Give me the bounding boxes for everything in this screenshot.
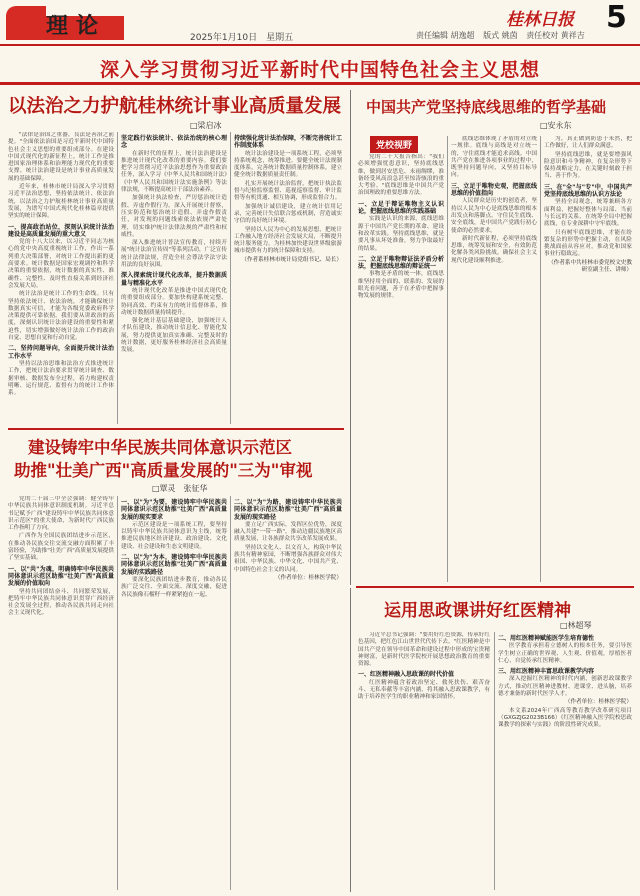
paragraph: 示范区建设是一项系统工程，要坚持以铸牢中华民族共同体意识为主线，统筹推进民族地区经济建设、政治建设、文化建设、社会建设和生态文明建设。 bbox=[121, 521, 227, 550]
subheading: 三、在"全"与"专"中，中国共产党坚持底线思维的认识方法论 bbox=[544, 183, 632, 199]
subheading: 一、提高政治站位，深刻认识统计法治建设是高质量发展的重大意义 bbox=[8, 223, 114, 238]
column-divider bbox=[540, 136, 541, 582]
article4-title: 运用思政课讲好红医精神 bbox=[384, 601, 571, 621]
paragraph: 深入推进统计普法宣传教育，持续开展"统计法治宣传周"等系列活动，广泛宣传统计法律法规，营造全社会尊法学法守法用法的良好氛围。 bbox=[121, 240, 227, 269]
paragraph: 深入挖掘红医精神的时代内涵，创新思政课教学方式，推动红医精神进教材、进课堂、进头脑，培养德才兼备的新时代医学人才。 bbox=[498, 676, 632, 698]
editor-credit: 责任编辑 胡逸超 bbox=[416, 31, 475, 40]
author-note: （作者单位：桂林医学院） bbox=[564, 699, 632, 706]
banner bbox=[0, 50, 640, 84]
column-divider bbox=[117, 496, 118, 890]
article1-col3 bbox=[234, 132, 342, 424]
layout-credit: 版式 姚茵 bbox=[483, 31, 518, 40]
article1-col1 bbox=[8, 132, 114, 424]
article2-title: 中国共产党坚持底线思维的哲学基础 bbox=[366, 98, 607, 116]
article1-title: 以法治之力护航桂林统计事业高质量发展 bbox=[8, 96, 342, 117]
article4-byline: □林超琴 bbox=[560, 621, 592, 630]
paragraph: 党的二十届三中全会强调：健全铸牢中华民族共同体意识制度机制。习近平总书记赋予广西"建设铸牢中华民族共同体意识示范区"的重大使命，为新时代广西民族工作指明了方向。 bbox=[8, 496, 114, 532]
paragraph: 坚持以法治思维和法治方式推进统计工作，把统计法治要求贯穿统计调查、数据审核、数据发布全过程，着力构建权责明晰、运行规范、监督有力的统计工作体系。 bbox=[8, 360, 114, 397]
paragraph: 近年来，桂林市统计局深入学习贯彻习近平法治思想，坚持依法统计、依法治统，以法治之力护航桂林统计事业高质量发展，为谱写中国式现代化桂林篇章提供坚实的统计保障。 bbox=[8, 184, 114, 220]
column-divider bbox=[230, 496, 231, 890]
paragraph: 广西作为全国民族团结进步示范区，在推动各民族交往交流交融方面积累了丰富经验，为助推"壮美广西"高质量发展提供了坚实基础。 bbox=[8, 533, 114, 562]
paragraph: 新时代新征程，必须坚持底线思维，统筹发展和安全，有效防范化解各类风险挑战，确保社会主义现代化建设顺利推进。 bbox=[451, 235, 537, 264]
subheading: 二、以"为"为本，建设铸牢中华民族共同体意识示范区助推"壮美广西"高质量发展的实践路径 bbox=[121, 554, 227, 576]
subheading: 二、立足于唯物辩证法矛盾分析法，把握底线思维的辩证统一 bbox=[358, 255, 444, 271]
subheading: 深入探索统计现代化改革，提升数据质量与精准化水平 bbox=[121, 272, 227, 287]
paragraph: 要深化民族团结进步教育，推动各民族广泛交往、全面交流、深度交融，促进各民族像石榴籽一样紧紧抱在一起。 bbox=[121, 576, 227, 598]
masthead bbox=[0, 0, 640, 46]
article3-title-line1: 建设铸牢中华民族共同体意识示范区 bbox=[28, 438, 292, 457]
paragraph: 人民群众是历史的创造者，坚持以人民为中心是底线思维的根本出发点和落脚点。守住民生底线、安全底线，是中国共产党践行初心使命的必然要求。 bbox=[451, 198, 537, 234]
paragraph: 党的二十大报告指出："我们必须增强忧患意识，坚持底线思维，做到居安思危、未雨绸缪，准备经受风高浪急甚至惊涛骇浪的重大考验。"底线思维是中国共产党治国理政的重要思维方法。 bbox=[358, 154, 444, 197]
paragraph: 在新时代的征程上，统计法治建设是推进统计现代化改革的重要内容。我们要把学习贯彻习近平法治思想作为重要政治任务，深入学习《中华人民共和国统计法》《中华人民共和国统计法实施条例》等法律法规，不断提高统计干部法治素养。 bbox=[121, 150, 227, 194]
subheading: 一、红医精神融入思政课的时代价值 bbox=[358, 671, 455, 679]
banner-text: 深入学习贯彻习近平新时代中国特色社会主义思想 bbox=[99, 59, 540, 81]
subheading: 坚定践行依法统计、依法治统的核心理念 bbox=[121, 135, 227, 150]
paragraph: 实践是认识的来源，底线思维源于中国共产党长期的革命、建设和改革实践。坚持底线思维，就是要凡事从坏处准备，努力争取最好的结果。 bbox=[358, 216, 444, 252]
paragraph: 扎实开展统计法治监督，把统计执法监督与纪检监察监督、巡视巡察监督、审计监督等有机贯通、相互协调，形成监督合力。 bbox=[234, 180, 342, 202]
funding-note: 本文系2024年广西高等教育教学改革研究项目（GXGZJG2023B166）《红医精神融入医学院校思政课教学的探索与实践》的阶段性研究成果。 bbox=[498, 707, 632, 729]
issue-date: 2025年1月10日 星期五 bbox=[190, 33, 294, 43]
paragraph: 统计法治建设是一项系统工程，必须坚持系统观念，统筹推进。要健全统计法规制度体系，完善统计数据质量控制体系，建立健全统计数据质量责任制。 bbox=[234, 150, 342, 179]
subheading: 二、坚持问题导向，全面提升统计法治工作水平 bbox=[8, 345, 114, 360]
author-note: （作者系中共桂林市委党校文史教研室副主任、讲师） bbox=[548, 259, 632, 274]
paragraph: 党的十八大以来，以习近平同志为核心的党中央高度重视统计工作，作出一系列重大决策部署，对统计工作提出新的更高要求。统计数据是国家宏观调控和科学决策的重要依据，统计数据的真实性、准确性、完整性、及时性直接关系到经济社会发展大局。 bbox=[8, 239, 114, 289]
article3-title-line2: 助推"壮美广西"高质量发展的"三为"审视 bbox=[14, 461, 313, 480]
article-separator bbox=[356, 586, 634, 588]
subheading: 一、立足于辩证唯物主义认识论，把握底线思维的实践基础 bbox=[358, 200, 444, 216]
paragraph: 加强统计执法检查，严厉惩治统计造假、弄虚作假行为。深入开展统计督察，压实防范和惩治统计造假、弄虚作假责任，对发现的问题线索依法依规严肃处理，切实维护统计法律法规的严肃性和权威性。 bbox=[121, 195, 227, 238]
paragraph: 要立足广西实际，发挥区位优势，深度融入共建"一带一路"，推动边疆民族地区高质量发展，让各族群众共享改革发展成果。 bbox=[234, 521, 342, 543]
paragraph: 红医精神蕴含着政治坚定、救死扶伤、艰苦奋斗、无私奉献等丰富内涵，将其融入思政课教学，有助于培养医学生的职业精神和家国情怀。 bbox=[358, 679, 490, 701]
article-separator bbox=[8, 428, 344, 430]
paragraph: 坚持底线思维，就是要增强风险意识和斗争精神，在复杂形势下保持战略定力，在关键时刻敢于担当、善于作为。 bbox=[544, 151, 632, 180]
column-divider bbox=[117, 132, 118, 424]
article4-col2 bbox=[498, 632, 632, 890]
banner-rule bbox=[0, 82, 640, 85]
paragraph: "法律是治国之重器，良法是善治之前提。"全面依法治国是习近平新时代中国特色社会主义思想的重要组成部分。在建设中国式现代化的新征程上，统计工作是推进国家治理体系和治理能力现代化的重要支撑。统计法治建设是统计事业高质量发展的基础保障。 bbox=[8, 132, 114, 182]
paragraph: 坚持共同团结奋斗、共同繁荣发展，把铸牢中华民族共同体意识贯穿广西经济社会发展全过程，推动各民族共同走向社会主义现代化。 bbox=[8, 588, 114, 617]
editor-credits bbox=[410, 30, 585, 41]
article2-col3 bbox=[544, 136, 632, 582]
article4-col1 bbox=[358, 632, 490, 890]
author-note: （作者系桂林市统计局党组书记、局长） bbox=[241, 256, 342, 263]
section-divider bbox=[350, 90, 351, 585]
paragraph: 坚持全局观念，统筹兼顾各方面利益，把握好整体与局部、当前与长远的关系，在统筹全局中把握底线，在专业深耕中守牢底线。 bbox=[544, 199, 632, 228]
section-name: 理论 bbox=[46, 13, 107, 39]
column-divider bbox=[494, 632, 495, 890]
paragraph: 坚持以人民为中心的发展思想，把统计工作融入地方经济社会发展大局，不断提升统计服务能力，为桂林加快建设世界级旅游城市提供有力的统计保障和支持。 bbox=[234, 226, 342, 255]
author-note: （作者单位：桂林医学院） bbox=[274, 574, 342, 581]
article3-col1 bbox=[8, 496, 114, 890]
article2-col1 bbox=[358, 154, 444, 582]
subheading: 三、用红医精神丰富思政课教学内容 bbox=[498, 668, 595, 676]
subheading: 一、以"为"为要，建设铸牢中华民族共同体意识示范区助推"壮美广西"高质量发展的现实要求 bbox=[121, 499, 227, 521]
subheading: 二、用红医精神赋能医学生培育德性 bbox=[498, 635, 595, 642]
article3-byline: □覃灵 张征华 bbox=[152, 484, 208, 493]
article3-col3 bbox=[234, 496, 342, 890]
article2-byline: □安永东 bbox=[540, 121, 572, 130]
subheading: 持续强化统计法治保障，不断完善统计工作制度体系 bbox=[234, 135, 342, 150]
subheading: 三、立足于唯物史观，把握底线思维的价值指向 bbox=[451, 182, 537, 198]
paragraph: 强化统计基层基础建设，加强统计人才队伍建设，推动统计信息化、智能化发展，努力提供更加真实准确、完整及时的统计数据，更好服务桂林经济社会高质量发展。 bbox=[121, 318, 227, 354]
paragraph: 加强统计诚信建设，建立统计信用记录，完善统计失信联合惩戒机制，营造诚实守信的良好统计环境。 bbox=[234, 203, 342, 225]
paragraph: 医学教育承担着立德树人的根本任务，要引导医学生树立正确的世界观、人生观、价值观，厚植医者仁心，自觉传承红医精神。 bbox=[498, 643, 632, 664]
section-divider bbox=[350, 588, 351, 892]
column-divider bbox=[447, 136, 448, 582]
article2-col2 bbox=[451, 136, 537, 582]
proofreader-credit: 责任校对 黄祥吉 bbox=[526, 31, 585, 40]
article3-col2 bbox=[121, 496, 227, 890]
paragraph: 底线思维体现了矛盾的对立统一规律。底线与高线是对立统一的，守住底线才能追求高线。中国共产党在推进各项事业的过程中，既坚持问题导向，又坚持目标导向。 bbox=[451, 136, 537, 179]
paragraph: 事物是矛盾的统一体，底线思维坚持用全面的、联系的、发展的眼光看问题，善于在矛盾中把握事物发展的规律。 bbox=[358, 271, 444, 300]
paragraph: 坚持以文化人、以文育人，构筑中华民族共有精神家园，不断增强各族群众对伟大祖国、中华民族、中华文化、中国共产党、中国特色社会主义的认同。 bbox=[234, 544, 342, 573]
subheading: 一、以"共"为魂，明确铸牢中华民族共同体意识示范区助推"壮美广西"高质量发展的价值取向 bbox=[8, 565, 114, 588]
paragraph: 统计现代化改革是推进中国式现代化的重要组成部分。要加快构建系统完整、协同高效、约束有力的统计监督体系，推动统计数据质量持续提升。 bbox=[121, 287, 227, 316]
article1-byline: □梁启冰 bbox=[190, 121, 222, 130]
paragraph: 统计法治是统计工作的生命线。只有坚持依法统计、依法治统，才能确保统计数据真实可信，才能为各级党委政府科学决策提供可靠依据。我们要从讲政治的高度，深刻认识统计法治建设的重要性和紧迫性，切实增强做好统计法治工作的政治自觉、思想自觉和行动自觉。 bbox=[8, 291, 114, 342]
article1-col2 bbox=[121, 132, 227, 424]
paragraph: 只有树牢底线思维，才能在纷繁复杂的形势中把握主动，在风险挑战面前从容应对，推动党和国家事业行稳致远。 bbox=[544, 229, 632, 258]
paragraph: 习近平总书记强调："要用好红色资源，传承好红色基因，把红色江山世世代代传下去。"红医精神是中国共产党在领导中国革命和建设过程中形成的宝贵精神财富，是新时代医学院校开展思想政治教育的重要资源。 bbox=[358, 632, 490, 668]
column-divider bbox=[230, 132, 231, 424]
newspaper-logo: 桂林日报 bbox=[506, 10, 574, 30]
subheading: 二、以"为"为路，建设铸牢中华民族共同体意识示范区助推"壮美广西"高质量发展的现实路径 bbox=[234, 499, 342, 521]
page-number: 5 bbox=[606, 0, 627, 35]
column-tag: 党校视野 bbox=[370, 136, 418, 153]
paragraph: 为，真正做到防患于未然，把工作做好，让人们群众满意。 bbox=[544, 136, 632, 150]
